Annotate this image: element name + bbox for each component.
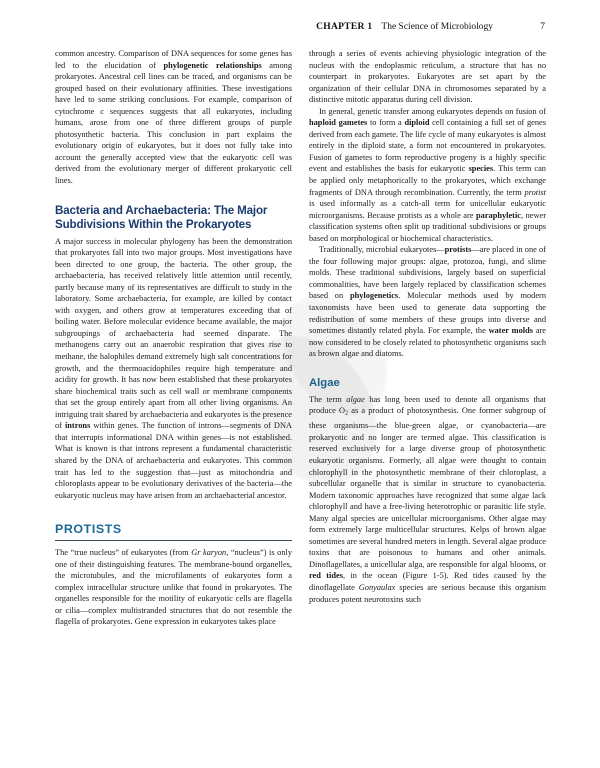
page-body [55, 48, 546, 748]
paragraph-true-nucleus: The “true nucleus” of eukaryotes (from Gr karyon, “nucleus”) is only one of their distinguishing features. The membrane-bound organelles, the microtubules, and the microfilaments of eukaryotes form a complex intracellular structure unlike that found in prokaryotes. The organelles responsible for the motility of eukaryotic cells are flagella or cilia—complex multistranded structures that do not resemble the flagella of prokaryotes. Gene expression in eukaryotes takes place [55, 548, 292, 627]
paragraph-traditional-groups: Traditionally, microbial eukaryotes—protists—are placed in one of the four following major groups: algae, protozoa, fungi, and slime molds. These traditional subdivisions, largely based on superficial commonalities, have been largely replaced by classification schemes based on phylogenetics. Molecular methods used by modern taxonomists have been used to generate data supporting the redistribution of some members of these groups into diverse and sometimes distantly related phyla. For example, the water molds are now considered to be closely related to photosynthetic organisms such as brown algae and diatoms. [309, 245, 547, 359]
heading-protists: PROTISTS [55, 522, 122, 537]
paragraph-physiologic-integration: through a series of events achieving physiologic integration of the nucleus with the endoplasmic reticulum, a structure that has no counterpart in prokaryotes. Eukaryotes are set apart by the organization of their cellular DNA in chromosomes separated by a distinctive mitotic apparatus during cell division. [309, 49, 546, 105]
heading-rule [55, 540, 292, 541]
running-head-title: The Science of Microbiology [381, 22, 493, 32]
heading-algae: Algae [309, 376, 340, 389]
paragraph-algae: The term algae has long been used to denote all organisms that produce $O_2$ as a product of photosynthesis. One former subgroup of these organisms—the blue-green algae, or cyanobacteria—are prokaryotic and no longer are termed algae. This classification is reserved exclusively for a large diverse group of photosynthetic eukaryotic organisms. Formerly, all algae were thought to contain chlorophyll in the photosynthetic membrane of their chloroplast, a subcellular organelle that is similar in structure to cyanobacteria. Modern taxonomic approaches have recognized that some algae lack chlorophyll and have a free-living heterotrophic or parasitic life style. Many algal species are unicellular microorganisms. Other algae may form extremely large multicellular structures. Kelps of brown algae sometimes are several hundred meters in length. Several algae produce toxins that are poisonous to humans and other animals. Dinoflagellates, a unicellular alga, are responsible for algal blooms, or red tides, in the ocean (Figure 1-5). Red tides caused by the dinoflagellate Gonyaulax species are serious because this organism produces potent neurotoxins such [309, 394, 546, 604]
heading-bacteria-archaebacteria: Bacteria and Archaebacteria: The Major Subdivisions Within the Prokaryotes [55, 203, 268, 231]
heading-protists-wrap [55, 522, 292, 541]
page-number: 7 [540, 22, 545, 32]
heading-algae-wrap [309, 376, 546, 390]
paragraph-molecular-phylogeny: A major success in molecular phylogeny has been the demonstration that prokaryotes fall into two major groups. Most investigations have been directed to one group, the bacteria. The other group, the archaebacteria, has received relatively little attention until recently, partly because many of its representatives are difficult to study in the laboratory. Some archaebacteria, for example, are killed by contact with oxygen, and others grow at temperatures exceeding that of boiling water. Before molecular evidence became available, the major subgroupings of archaebacteria had seemed disparate. The methanogens carry out an anaerobic respiration that gives rise to methane, the halophiles demand extremely high salt concentrations for growth, and the thermoacidophiles require high temperature and acidity for growth. It has now been established that these prokaryotes share biochemical traits such as cell wall or membrane components that set the group entirely apart from all other living organisms. An intriguing trait shared by archaebacteria and eukaryotes is the presence of introns within genes. The function of introns—segments of DNA that interrupts informational DNA within genes—is not established. What is known is that introns represent a fundamental characteristic shared by the DNA of archaebacteria and eukaryotes. This common trait has led to the suggestion that—just as mitochondria and chloroplasts appear to be evolutionary derivatives of the bacteria—the eukaryotic nucleus may have arisen from an archaebacterial ancestor. [55, 236, 292, 500]
chapter-label: CHAPTER 1 [316, 22, 373, 32]
left-column [55, 48, 292, 748]
running-head [55, 22, 545, 38]
heading-bacteria-archaebacteria-wrap [55, 204, 292, 232]
right-column [309, 48, 546, 748]
paragraph-common-ancestry: common ancestry. Comparison of DNA sequences for some genes has led to the elucidation of phylogenetic relationships among prokaryotes. Ancestral cell lines can be traced, and organisms can be grouped based on their evolutionary affinities. These investigations have led to some striking conclusions. For example, comparison of cytochrome c sequences suggests that all eukaryotes, including humans, arose from one of three different groups of purple photosynthetic bacteria. This conclusion in part explains the evolutionary origin of eukaryotes, but it does not fully take into account the generally accepted view that the eukaryotic cell was derived from the evolutionary merger of different prokaryotic cell lines. [55, 49, 293, 186]
paragraph-genetic-transfer: In general, genetic transfer among eukaryotes depends on fusion of haploid gametes to form a diploid cell containing a full set of genes derived from each gamete. The life cycle of many eukaryotes is almost entirely in the diploid state, a form not encountered in prokaryotes. Fusion of gametes to form reproductive progeny is a highly specific event and establishes the basis for eukaryotic species. This term can be applied only metaphorically to the prokaryotes, which exchange fragments of DNA through recombination. Currently, the term protist is used informally as a catch-all term for unicellular eukaryotic microorganisms. Because protists as a whole are paraphyletic, newer classification systems often split up traditional subdivisions or groups based on morphological or biochemical characteristics. [309, 106, 547, 243]
